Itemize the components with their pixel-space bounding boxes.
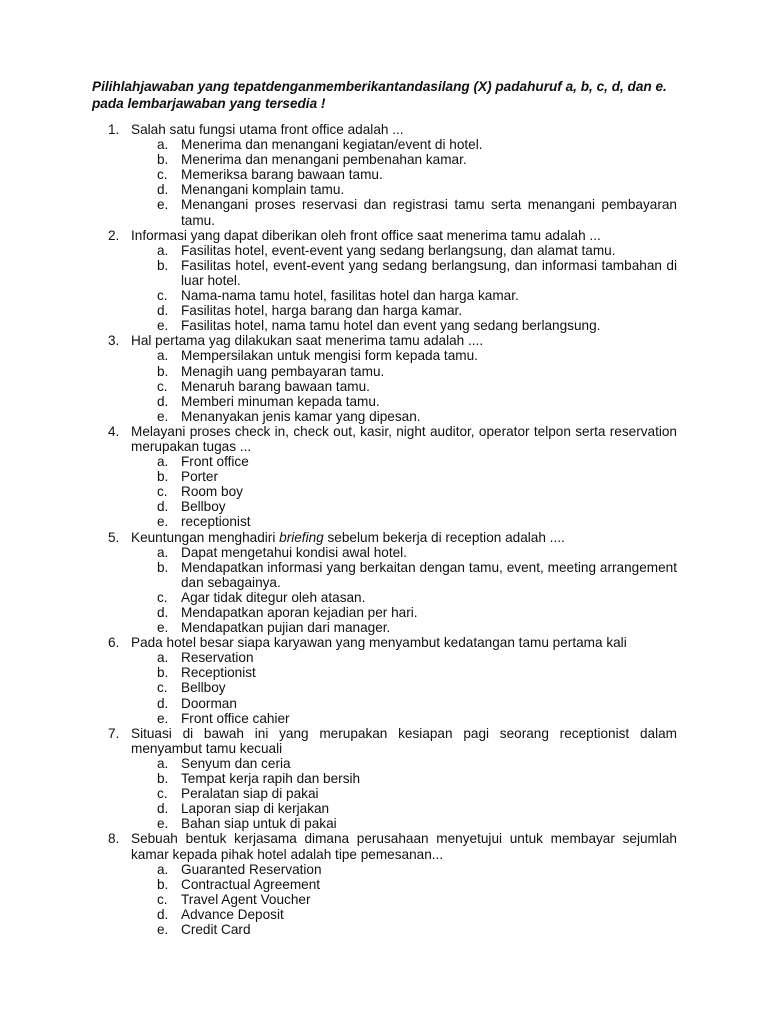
option-letter: a. [157,755,169,771]
option-letter: d. [157,499,169,515]
option-text: Bellboy [181,499,226,515]
option-letter: b. [157,152,169,168]
option-letter: c. [157,786,168,802]
answer-option [0,892,677,907]
answer-option [0,182,677,197]
option-text: Fasilitas hotel, nama tamu hotel dan event yang sedang berlangsung. [181,318,601,334]
option-text: Peralatan siap di pakai [181,786,319,802]
option-letter: e. [157,620,169,636]
answer-option [0,243,677,258]
question-text: Keuntungan menghadiri [131,529,280,545]
option-text: Fasilitas hotel, event-event yang sedang berlangsung, dan informasi tambahan di luar hotel. [181,257,677,288]
option-letter: e. [157,816,169,832]
question-text-emphasis: briefing [279,529,324,545]
answer-option [0,816,677,831]
option-letter: e. [157,408,169,424]
question-text: Situasi di bawah ini yang merupakan kesiapan pagi seorang receptionist dalam menyambut tamu kecuali [131,725,677,756]
option-text: Agar tidak ditegur oleh atasan. [181,589,366,605]
option-letter: e. [157,514,169,530]
option-text: Bahan siap untuk di pakai [181,816,337,832]
answer-option [0,756,677,771]
option-letter: d. [157,393,169,409]
answer-option [0,877,677,892]
answer-option [0,288,677,303]
question-item [0,530,768,636]
answer-option [0,922,677,937]
question-stem [0,635,677,650]
option-text: Nama-nama tamu hotel, fasilitas hotel dan harga kamar. [181,288,519,304]
option-text: Menagih uang pembayaran tamu. [181,363,385,379]
option-text: Fasilitas hotel, harga barang dan harga kamar. [181,303,463,319]
answer-option [0,409,677,424]
answer-option [0,394,677,409]
answer-option [0,680,677,695]
option-text: Memeriksa barang bawaan tamu. [181,167,383,183]
option-letter: a. [157,137,169,153]
question-text: sebelum bekerja di reception adalah .... [323,529,565,545]
option-letter: c. [157,484,168,500]
option-text: Mendapatkan aporan kejadian per hari. [181,605,418,620]
option-text: Front office [181,454,249,470]
question-text: Melayani proses check in, check out, kasir, night auditor, operator telpon serta reservation merupakan tugas ... [131,423,677,454]
option-text: Menanyakan jenis kamar yang dipesan. [181,408,421,424]
option-text: Contractual Agreement [181,876,321,892]
question-number: 6. [108,635,120,651]
option-text: Tempat kerja rapih dan bersih [181,771,361,787]
question-number: 2. [108,227,120,243]
option-text: Reservation [181,650,254,666]
option-letter: a. [157,242,169,258]
option-letter: b. [157,363,169,379]
answer-option [0,801,677,816]
option-letter: a. [157,650,169,666]
option-text: Menerima dan menangani pembenahan kamar. [181,152,467,168]
answer-option [0,258,677,288]
option-letter: b. [157,876,169,892]
question-item [0,228,768,334]
question-item [0,831,768,937]
answer-option [0,620,677,635]
question-stem [0,122,677,137]
question-stem [0,831,677,861]
option-letter: b. [157,257,169,273]
answer-option [0,152,677,167]
option-letter: d. [157,695,169,711]
answer-option [0,197,677,227]
answer-option [0,454,677,469]
answer-option [0,303,677,318]
question-text: Pada hotel besar siapa karyawan yang menyambut kedatangan tamu pertama kali [131,635,627,651]
answer-option [0,167,677,182]
question-list [0,122,768,937]
option-text: Doorman [181,695,237,711]
option-text: Menerima dan menangani kegiatan/event di hotel. [181,137,483,153]
answer-option [0,545,677,560]
option-letter: c. [157,378,168,394]
option-letter: d. [157,801,169,817]
answer-option [0,862,677,877]
option-text: Menangani komplain tamu. [181,182,345,198]
option-text: Room boy [181,484,243,500]
option-text: Bellboy [181,680,226,696]
option-letter: e. [157,318,169,334]
option-letter: a. [157,544,169,560]
question-number: 5. [108,529,120,545]
question-text: Sebuah bentuk kerjasama dimana perusahaan menyetujui untuk membayar sejumlah kamar kepada pihak hotel adalah tipe pemesanan... [131,831,677,862]
option-letter: d. [157,906,169,922]
answer-option [0,665,677,680]
option-text: Mempersilakan untuk mengisi form kepada tamu. [181,348,478,364]
option-text: Guaranted Reservation [181,861,322,877]
option-letter: b. [157,771,169,787]
answer-option [0,560,677,590]
answer-option [0,771,677,786]
option-text: Laporan siap di kerjakan [181,801,330,817]
option-letter: e. [157,921,169,937]
option-text: Dapat mengetahui kondisi awal hotel. [181,544,407,560]
answer-option [0,711,677,726]
answer-option [0,907,677,922]
question-number: 8. [108,831,120,847]
question-item [0,726,768,832]
question-text: Hal pertama yag dilakukan saat menerima tamu adalah .... [131,333,484,349]
question-text: Salah satu fungsi utama front office adalah ... [131,122,404,137]
option-letter: a. [157,454,169,470]
option-letter: c. [157,589,168,605]
answer-option [0,605,677,620]
question-item [0,333,768,424]
question-stem [0,333,677,348]
answer-option [0,348,677,363]
option-letter: b. [157,559,169,575]
option-letter: c. [157,288,168,304]
option-text: receptionist [181,514,251,530]
option-text: Mendapatkan informasi yang berkaitan dengan tamu, event, meeting arrangement dan sebagainya. [181,559,677,590]
answer-option [0,379,677,394]
option-letter: d. [157,182,169,198]
instruction-text: Pilihlahjawaban yang tepatdenganmemberikantandasilang (X) padahuruf a, b, c, d, dan e. pada lembarjawaban yang tersedia ! [92,79,667,111]
answer-option [0,469,677,484]
answer-option [0,499,677,514]
option-letter: c. [157,891,168,907]
option-text: Fasilitas hotel, event-event yang sedang berlangsung, dan alamat tamu. [181,242,616,258]
answer-option [0,364,677,379]
option-letter: b. [157,665,169,681]
option-text: Credit Card [181,921,251,937]
option-text: Memberi minuman kepada tamu. [181,393,380,409]
question-stem [0,424,677,454]
option-text: Front office cahier [181,710,290,726]
answer-option [0,484,677,499]
answer-option [0,137,677,152]
option-letter: e. [157,710,169,726]
answer-option [0,650,677,665]
option-letter: d. [157,303,169,319]
question-stem [0,228,677,243]
answer-option [0,318,677,333]
option-letter: a. [157,348,169,364]
option-text: Advance Deposit [181,906,284,922]
option-letter: e. [157,197,169,213]
option-text: Receptionist [181,665,256,681]
answer-option [0,696,677,711]
option-letter: c. [157,167,168,183]
question-item [0,424,768,530]
option-text: Mendapatkan pujian dari manager. [181,620,391,636]
question-number: 1. [108,122,120,137]
question-stem [0,530,677,545]
answer-option [0,786,677,801]
option-text: Porter [181,469,219,485]
answer-option [0,590,677,605]
question-number: 7. [108,725,120,741]
option-text: Menangani proses reservasi dan registrasi tamu serta menangani pembayaran tamu. [181,197,677,228]
question-item [0,635,768,726]
question-stem [0,726,677,756]
option-text: Travel Agent Voucher [181,891,311,907]
question-item [0,122,768,228]
option-text: Senyum dan ceria [181,755,291,771]
question-text: Informasi yang dapat diberikan oleh front office saat menerima tamu adalah ... [131,227,601,243]
question-number: 3. [108,333,120,349]
option-letter: c. [157,680,168,696]
option-letter: d. [157,605,169,620]
option-letter: a. [157,861,169,877]
question-number: 4. [108,423,120,439]
answer-option [0,514,677,529]
option-letter: b. [157,469,169,485]
option-text: Menaruh barang bawaan tamu. [181,378,370,394]
